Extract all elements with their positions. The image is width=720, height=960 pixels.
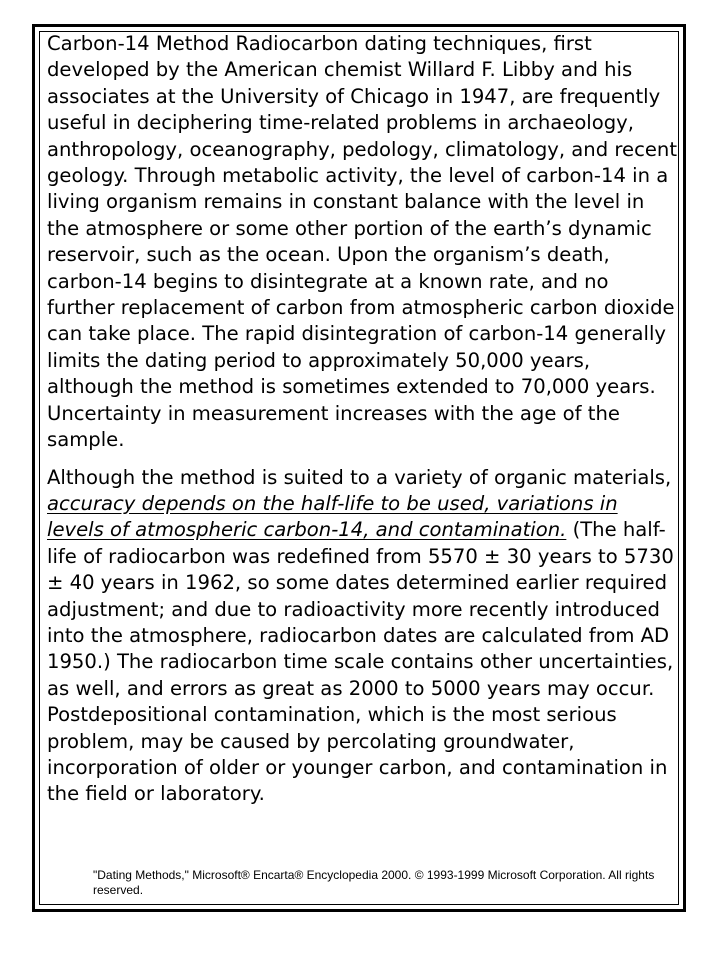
- source-citation: "Dating Methods," Microsoft® Encarta® Encyclopedia 2000. © 1993-1999 Microsoft Corporation. All rights reserved.: [93, 868, 655, 897]
- emphasized-accuracy-phrase: accuracy depends on the half-life to be used, variations in levels of atmospheric carbon-14, and contamination.: [47, 491, 618, 542]
- paragraph-accuracy: [47, 465, 677, 808]
- article-body: [47, 31, 677, 808]
- paragraph-accuracy-intro: Although the method is suited to a variety of organic materials,: [47, 465, 672, 489]
- paragraph-carbon14-method: Carbon-14 Method Radiocarbon dating techniques, first developed by the American chemist Willard F. Libby and his associates at the University of Chicago in 1947, are frequently useful in deciphering time-related problems in archaeology, anthropology, oceanography, pedology, climatology, and recent geology. Through metabolic activity, the level of carbon-14 in a living organism remains in constant balance with the level in the atmosphere or some other portion of the earth’s dynamic reservoir, such as the ocean. Upon the organism’s death, carbon-14 begins to disintegrate at a known rate, and no further replacement of carbon from atmospheric carbon dioxide can take place. The rapid disintegration of carbon-14 generally limits the dating period to approximately 50,000 years, although the method is sometimes extended to 70,000 years. Uncertainty in measurement increases with the age of the sample.: [47, 32, 678, 452]
- paragraph-accuracy-rest: (The half-life of radiocarbon was redefined from 5570 ± 30 years to 5730 ± 40 years in 1962, so some dates determined earlier required adjustment; and due to radioactivity more recently introduced into the atmosphere, radiocarbon dates are calculated from AD 1950.) The radiocarbon time scale contains other uncertainties, as well, and errors as great as 2000 to 5000 years may occur. Postdepositional contamination, which is the most serious problem, may be caused by percolating groundwater, incorporation of older or younger carbon, and contamination in the field or laboratory.: [47, 518, 674, 806]
